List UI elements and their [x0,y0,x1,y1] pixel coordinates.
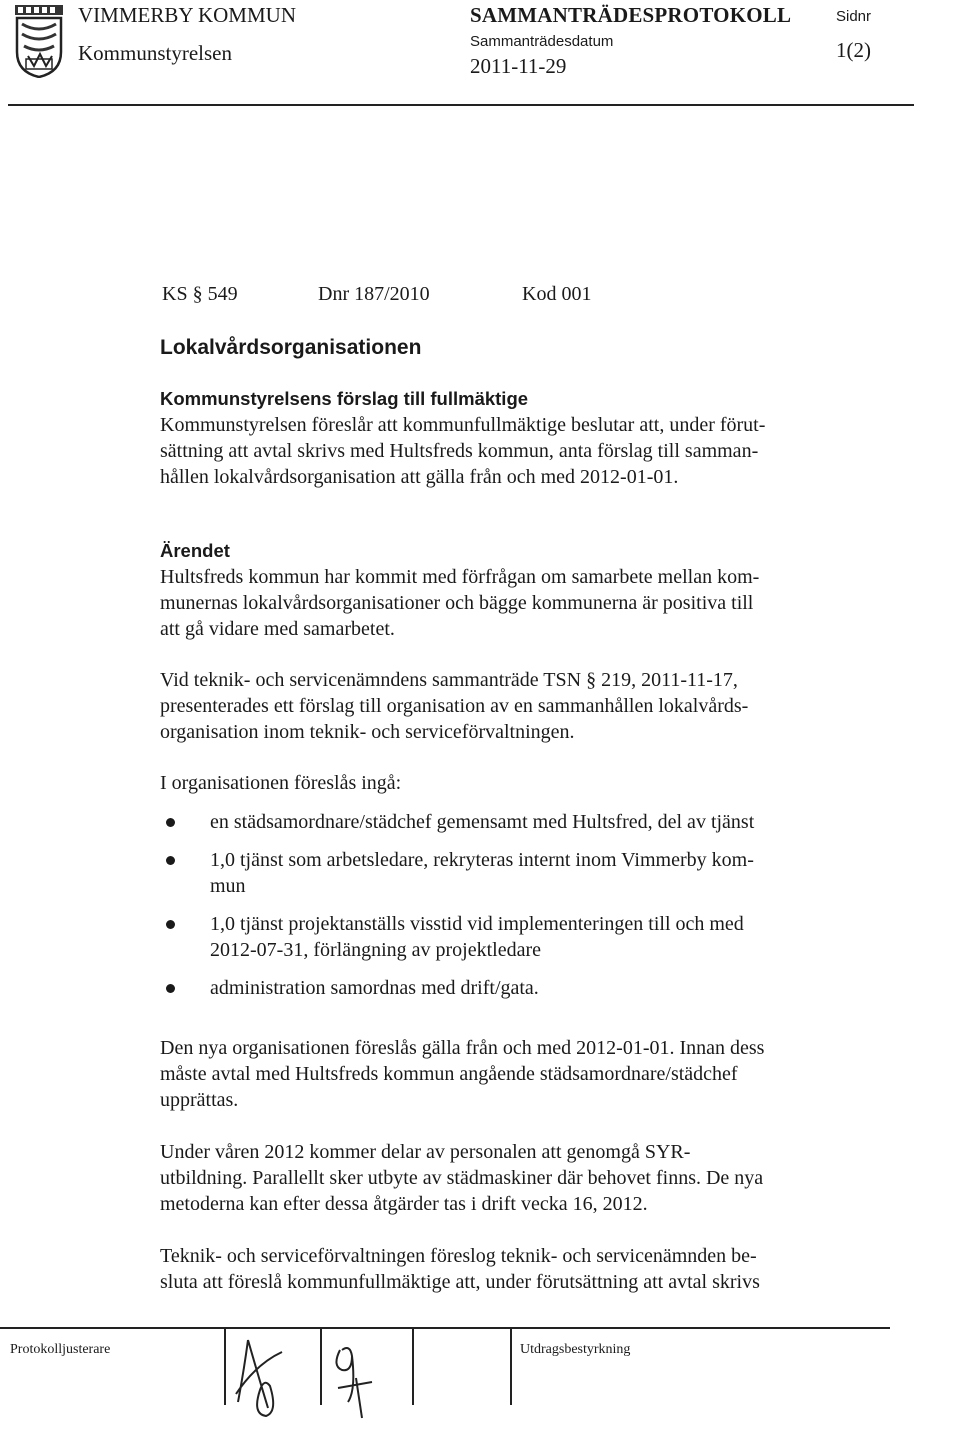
date-label: Sammanträdesdatum [470,33,614,50]
list-item [160,975,820,1001]
paragraph-line: Teknik- och serviceförvaltningen föreslog teknik- och servicenämnden be- [160,1245,757,1267]
list-item [160,847,820,899]
paragraph-line: metoderna kan efter dessa åtgärder tas i drift vecka 16, 2012. [160,1193,648,1215]
bullet-icon [166,984,175,993]
proposal-line: Kommunstyrelsen föreslår att kommunfullmäktige beslutar att, under förut- [160,414,766,436]
matter-paragraph-3 [160,1035,820,1113]
document-type: SAMMANTRÄDESPROTOKOLL [470,3,792,27]
matter-paragraph-5 [160,1243,820,1295]
page-number: 1(2) [836,38,871,62]
proposal-line: hållen lokalvårdsorganisation att gälla från och med 2012-01-01. [160,466,679,488]
footer-column-divider [412,1327,414,1405]
document-title: Lokalvårdsorganisationen [160,336,422,359]
extract-label: Utdragsbestyrkning [520,1342,631,1357]
list-item-text: administration samordnas med drift/gata. [210,977,539,999]
bullet-icon [166,856,175,865]
coat-of-arms-icon [14,4,64,78]
paragraph-line: sluta att föreslå kommunfullmäktige att, under förutsättning att avtal skrivs [160,1271,760,1293]
case-code: Kod 001 [522,283,592,305]
matter-section [160,538,820,642]
organisation-list [160,809,820,1001]
list-item-text: en städsamordnare/städchef gemensamt med Hultsfred, del av tjänst [210,811,755,833]
matter-paragraph-2 [160,667,820,745]
footer-divider [0,1327,890,1329]
proposal-line: sättning att avtal skrivs med Hultsfreds kommun, anta förslag till samman- [160,440,759,462]
matter-paragraph-line: munernas lokalvårdsorganisationer och bägge kommunerna är positiva till [160,592,754,614]
paragraph-line: upprättas. [160,1089,239,1111]
header-divider [8,104,914,106]
signature-2 [322,1330,408,1420]
bullet-icon [166,818,175,827]
page-label: Sidnr [836,8,872,25]
footer-column-divider [510,1327,512,1405]
list-intro: I organisationen föreslås ingå: [160,772,402,794]
list-item-text: 2012-07-31, förlängning av projektledare [210,939,542,961]
paragraph-line: Den nya organisationen föreslås gälla från och med 2012-01-01. Innan dess [160,1037,765,1059]
municipality-name: VIMMERBY KOMMUN [78,3,296,27]
proposal-heading: Kommunstyrelsens förslag till fullmäktige [160,388,529,409]
list-item [160,809,820,835]
paragraph-line: Under våren 2012 kommer delar av personalen att genomgå SYR- [160,1141,691,1163]
matter-heading: Ärendet [160,540,230,561]
paragraph-line: måste avtal med Hultsfreds kommun angående städsamordnare/städchef [160,1063,738,1085]
bullet-icon [166,920,175,929]
list-item [160,911,820,963]
list-item-text: 1,0 tjänst projektanställs visstid vid implementeringen till och med [210,913,744,935]
list-item-text: mun [210,875,246,897]
list-item-text: 1,0 tjänst som arbetsledare, rekryteras internt inom Vimmerby kom- [210,849,754,871]
paragraph-line: presenterades ett förslag till organisation av en sammanhållen lokalvårds- [160,695,749,717]
paragraph-line: Vid teknik- och servicenämndens sammanträde TSN § 219, 2011-11-17, [160,669,738,691]
case-ks-number: KS § 549 [162,283,238,305]
matter-paragraph-line: Hultsfreds kommun har kommit med förfrågan om samarbete mellan kom- [160,566,760,588]
footer-column-divider [224,1327,226,1405]
matter-paragraph-4 [160,1139,820,1217]
matter-paragraph-line: att gå vidare med samarbetet. [160,618,395,640]
meeting-date: 2011-11-29 [470,54,567,78]
paragraph-line: utbildning. Parallellt sker utbyte av städmaskiner där behovet finns. De nya [160,1167,764,1189]
proposal-section [160,386,820,490]
adjuster-label: Protokolljusterare [10,1342,111,1357]
signature-1 [228,1330,314,1420]
paragraph-line: organisation inom teknik- och serviceförvaltningen. [160,721,575,743]
board-name: Kommunstyrelsen [78,41,232,65]
case-dnr: Dnr 187/2010 [318,283,430,305]
